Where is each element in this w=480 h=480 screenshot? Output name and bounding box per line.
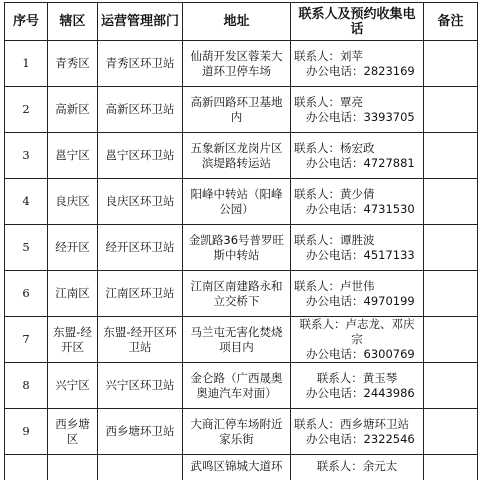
cell-district: 东盟-经开区 xyxy=(48,317,98,363)
cell-address: 江南区南建路永和立交桥下 xyxy=(183,271,291,317)
cell-no xyxy=(5,455,48,480)
cell-district: 江南区 xyxy=(48,271,98,317)
cell-no: 9 xyxy=(5,409,48,455)
contact-phone: 办公电话：2322546 xyxy=(306,431,415,446)
cell-district: 良庆区 xyxy=(48,179,98,225)
cell-no: 7 xyxy=(5,317,48,363)
cell-note xyxy=(424,87,478,133)
cell-district: 青秀区 xyxy=(48,41,98,87)
cell-contact xyxy=(291,455,424,480)
table-row xyxy=(5,133,478,179)
cell-dept: 经开区环卫站 xyxy=(98,225,183,271)
contact-person: 联系人：刘苹 xyxy=(294,48,363,63)
contact-phone: 办公电话：4517133 xyxy=(306,247,415,262)
cell-note xyxy=(424,363,478,409)
table-row xyxy=(5,455,478,480)
cell-district: 邕宁区 xyxy=(48,133,98,179)
cell-note xyxy=(424,225,478,271)
cell-note xyxy=(424,41,478,87)
header-address: 地址 xyxy=(183,3,291,41)
table-row xyxy=(5,87,478,133)
contact-person: 联系人：黄少倩 xyxy=(294,186,375,201)
table-row xyxy=(5,179,478,225)
contact-person: 联系人：余元太 xyxy=(316,459,398,473)
cell-dept xyxy=(98,455,183,480)
cell-no: 5 xyxy=(5,225,48,271)
cell-contact xyxy=(291,409,424,455)
cell-address: 金仑路（广西晟奥奥迪汽车对面） xyxy=(183,363,291,409)
cell-dept: 兴宁区环卫站 xyxy=(98,363,183,409)
table-row xyxy=(5,225,478,271)
cell-address: 武鸣区锦城大道环 xyxy=(183,455,291,480)
cell-dept: 邕宁区环卫站 xyxy=(98,133,183,179)
contact-person: 联系人：卢世伟 xyxy=(294,278,375,293)
cell-no: 6 xyxy=(5,271,48,317)
table-row xyxy=(5,41,478,87)
cell-dept: 东盟-经开区环卫站 xyxy=(98,317,183,363)
cell-contact xyxy=(291,179,424,225)
cell-address: 大商汇停车场附近家乐街 xyxy=(183,409,291,455)
cell-address: 高新四路环卫基地内 xyxy=(183,87,291,133)
cell-dept: 西乡塘环卫站 xyxy=(98,409,183,455)
cell-address: 五象新区龙岗片区滨堤路转运站 xyxy=(183,133,291,179)
cell-address: 马兰屯无害化焚烧项目内 xyxy=(183,317,291,363)
cell-dept: 江南区环卫站 xyxy=(98,271,183,317)
cell-district: 兴宁区 xyxy=(48,363,98,409)
cell-address: 阳峰中转站（阳峰公园） xyxy=(183,179,291,225)
header-contact: 联系人及预约收集电话 xyxy=(291,3,424,41)
cell-no: 2 xyxy=(5,87,48,133)
contact-person: 联系人：杨宏政 xyxy=(294,140,375,155)
cell-note xyxy=(424,317,478,363)
table-row xyxy=(5,409,478,455)
cell-dept: 青秀区环卫站 xyxy=(98,41,183,87)
table-row xyxy=(5,271,478,317)
header-district: 辖区 xyxy=(48,3,98,41)
table-row xyxy=(5,363,478,409)
contact-phone: 办公电话：2443986 xyxy=(306,385,415,400)
contact-phone: 办公电话：4731530 xyxy=(306,201,415,216)
cell-note xyxy=(424,455,478,480)
cell-address: 金凯路36号普罗旺斯中转站 xyxy=(183,225,291,271)
cell-contact xyxy=(291,87,424,133)
contact-phone: 办公电话：2823169 xyxy=(306,63,415,78)
cell-contact xyxy=(291,133,424,179)
cell-contact xyxy=(291,41,424,87)
cell-note xyxy=(424,179,478,225)
contact-person: 联系人：覃亮 xyxy=(294,94,363,109)
cell-district: 高新区 xyxy=(48,87,98,133)
cell-note xyxy=(424,133,478,179)
header-dept: 运营管理部门 xyxy=(98,3,183,41)
cell-contact xyxy=(291,225,424,271)
header-no: 序号 xyxy=(5,3,48,41)
cell-note xyxy=(424,409,478,455)
cell-no: 8 xyxy=(5,363,48,409)
cell-no: 4 xyxy=(5,179,48,225)
table-header-row xyxy=(5,3,478,41)
contact-person: 联系人：卢志龙、邓庆宗 xyxy=(299,317,415,346)
header-note: 备注 xyxy=(424,3,478,41)
cell-dept: 高新区环卫站 xyxy=(98,87,183,133)
cell-note xyxy=(424,271,478,317)
contact-phone: 办公电话：3393705 xyxy=(306,109,415,124)
cell-no: 3 xyxy=(5,133,48,179)
collection-station-table xyxy=(4,2,478,480)
contact-phone: 办公电话：4727881 xyxy=(306,155,415,170)
contact-person: 联系人：谭胜波 xyxy=(294,232,375,247)
cell-dept: 良庆区环卫站 xyxy=(98,179,183,225)
contact-phone: 办公电话：4970199 xyxy=(306,293,415,308)
cell-contact xyxy=(291,363,424,409)
cell-no: 1 xyxy=(5,41,48,87)
cell-contact xyxy=(291,271,424,317)
cell-address: 仙葫开发区蓉茉大道环卫停车场 xyxy=(183,41,291,87)
cell-district: 西乡塘区 xyxy=(48,409,98,455)
table-row xyxy=(5,317,478,363)
cell-district xyxy=(48,455,98,480)
contact-phone: 办公电话：6300769 xyxy=(306,347,415,361)
cell-district: 经开区 xyxy=(48,225,98,271)
contact-person: 联系人：黄玉琴 xyxy=(316,370,398,385)
contact-person: 联系人：西乡塘环卫站 xyxy=(294,416,409,431)
cell-contact xyxy=(291,317,424,363)
